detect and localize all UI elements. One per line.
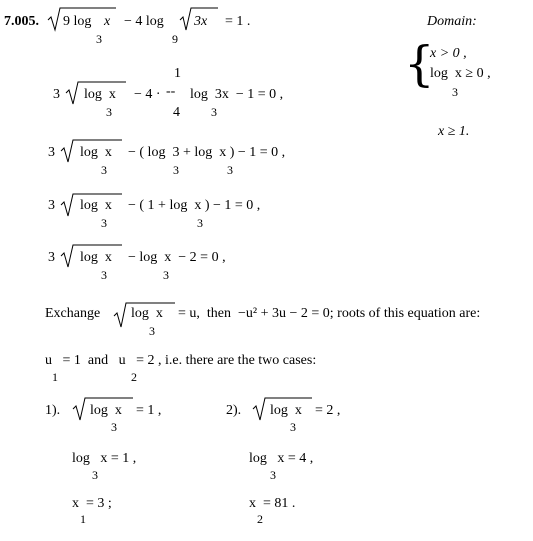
exchange-word: Exchange <box>45 306 101 321</box>
step-4-radicand: log x <box>80 250 112 265</box>
case-2-radicand: log x <box>270 403 302 418</box>
system-brace: { <box>404 36 435 92</box>
domain-condition-2: log x ≥ 0 , <box>430 66 491 81</box>
equation-part-a: 9 log <box>63 14 92 29</box>
step-3-coef: 3 <box>48 198 55 213</box>
root-sub-2: 2 <box>131 370 137 384</box>
step-1-rest: log 3x − 1 = 0 , <box>190 87 284 102</box>
log-base: 3 <box>211 105 217 119</box>
case-2-line-2: log x = 4 , <box>249 451 314 466</box>
equation-part-b: − 4 log <box>124 14 164 29</box>
log-base: 3 <box>173 163 179 177</box>
exchange-radicand: log x <box>131 306 163 321</box>
domain-title: Domain: <box>427 14 477 29</box>
equation-var-x: x <box>104 14 111 29</box>
log-base: 3 <box>101 216 107 230</box>
log-base: 3 <box>163 268 169 282</box>
case-1-line-3: x = 3 ; <box>72 496 112 511</box>
log-base: 3 <box>290 420 296 434</box>
log-base: 3 <box>111 420 117 434</box>
problem-number: 7.005. <box>4 14 39 29</box>
step-1-frac-num: 1 <box>174 66 181 81</box>
log-base: 3 <box>227 163 233 177</box>
step-3-radicand: log x <box>80 198 112 213</box>
var-sub: 1 <box>80 512 86 526</box>
var-sub: 2 <box>257 512 263 526</box>
case-2-label: 2). <box>226 403 242 418</box>
step-3-rest: − ( 1 + log x ) − 1 = 0 , <box>128 198 261 213</box>
case-1-eq: = 1 , <box>136 403 162 418</box>
step-4-coef: 3 <box>48 250 55 265</box>
domain-condition-1: x > 0 , <box>430 46 467 61</box>
step-1-frac-den: 4 <box>173 105 180 120</box>
log-base: 3 <box>106 105 112 119</box>
domain-result: x ≥ 1. <box>438 124 470 139</box>
log-base: 3 <box>101 268 107 282</box>
step-2-coef: 3 <box>48 145 55 160</box>
step-1-coef: 3 <box>53 87 60 102</box>
log-base: 9 <box>172 32 178 46</box>
log-base: 3 <box>92 468 98 482</box>
equation-part-c: 3x <box>194 14 208 29</box>
step-1-radicand: log x <box>84 87 116 102</box>
step-4-rest: − log x − 2 = 0 , <box>128 250 226 265</box>
log-base: 3 <box>197 216 203 230</box>
case-2-eq: = 2 , <box>315 403 341 418</box>
step-2-rest: − ( log 3 + log x ) − 1 = 0 , <box>128 145 286 160</box>
log-base: 3 <box>452 85 458 99</box>
log-base: 3 <box>270 468 276 482</box>
roots-text: u = 1 and u = 2 , i.e. there are the two cases: <box>45 353 317 368</box>
log-base: 3 <box>96 32 102 46</box>
case-1-label: 1). <box>45 403 61 418</box>
exchange-tail: = u, then −u² + 3u − 2 = 0; roots of this equation are: <box>178 306 481 321</box>
step-1-op: − 4 · <box>134 87 161 102</box>
equation-part-d: = 1 . <box>225 14 251 29</box>
step-2-radicand: log x <box>80 145 112 160</box>
case-1-line-2: log x = 1 , <box>72 451 137 466</box>
log-base: 3 <box>149 324 155 338</box>
log-base: 3 <box>101 163 107 177</box>
root-sub-1: 1 <box>52 370 58 384</box>
case-1-radicand: log x <box>90 403 122 418</box>
case-2-line-3: x = 81 . <box>249 496 296 511</box>
